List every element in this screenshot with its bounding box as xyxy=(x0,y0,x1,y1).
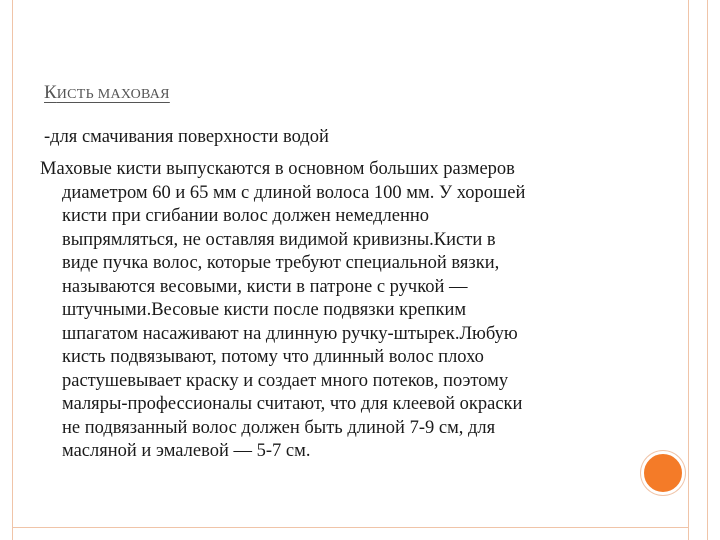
body-line: штучными.Весовые кисти после подвязки крепким xyxy=(62,300,467,320)
body-paragraph xyxy=(40,158,640,464)
slide-frame-right-line-outer xyxy=(707,0,708,540)
slide-frame-bottom-line xyxy=(12,527,688,528)
body-line: маляры-профессионалы считают, что для клеевой окраски xyxy=(62,394,523,414)
slide-title xyxy=(44,82,170,104)
body-line: шпагатом насаживают на длинную ручку-штырек.Любую xyxy=(62,323,518,344)
body-line: диаметром 60 и 65 мм с длиной волоса 100 мм. У хорошей xyxy=(62,182,526,203)
slide-frame-left-line xyxy=(12,0,13,540)
body-line: Маховые кисти выпускаются в основном больших размеров xyxy=(40,159,515,179)
body-line: растушевывает краску и создает много потеков, поэтому xyxy=(62,370,509,391)
body-line: не подвязанный волос должен быть длиной 7-9 см, для xyxy=(62,417,496,438)
slide-title-rest: ИСТЬ МАХОВАЯ xyxy=(56,87,170,102)
lead-line: -для смачивания поверхности водой xyxy=(44,127,329,147)
slide-frame-right-line-inner xyxy=(688,0,689,540)
body-line: кисти при сгибании волос должен немедленно xyxy=(62,206,430,226)
orange-circle-decoration xyxy=(641,451,685,495)
body-line: называются весовыми, кисти в патроне с ручкой — xyxy=(62,276,468,297)
body-line: масляной и эмалевой — 5-7 см. xyxy=(62,441,311,461)
slide-title-initial: К xyxy=(44,82,57,103)
body-line: выпрямляться, не оставляя видимой кривизны.Кисти в xyxy=(62,229,496,250)
body-line: кисть подвязывают, потому что длинный волос плохо xyxy=(62,347,484,367)
body-line: виде пучка волос, которые требуют специальной вязки, xyxy=(62,253,500,273)
